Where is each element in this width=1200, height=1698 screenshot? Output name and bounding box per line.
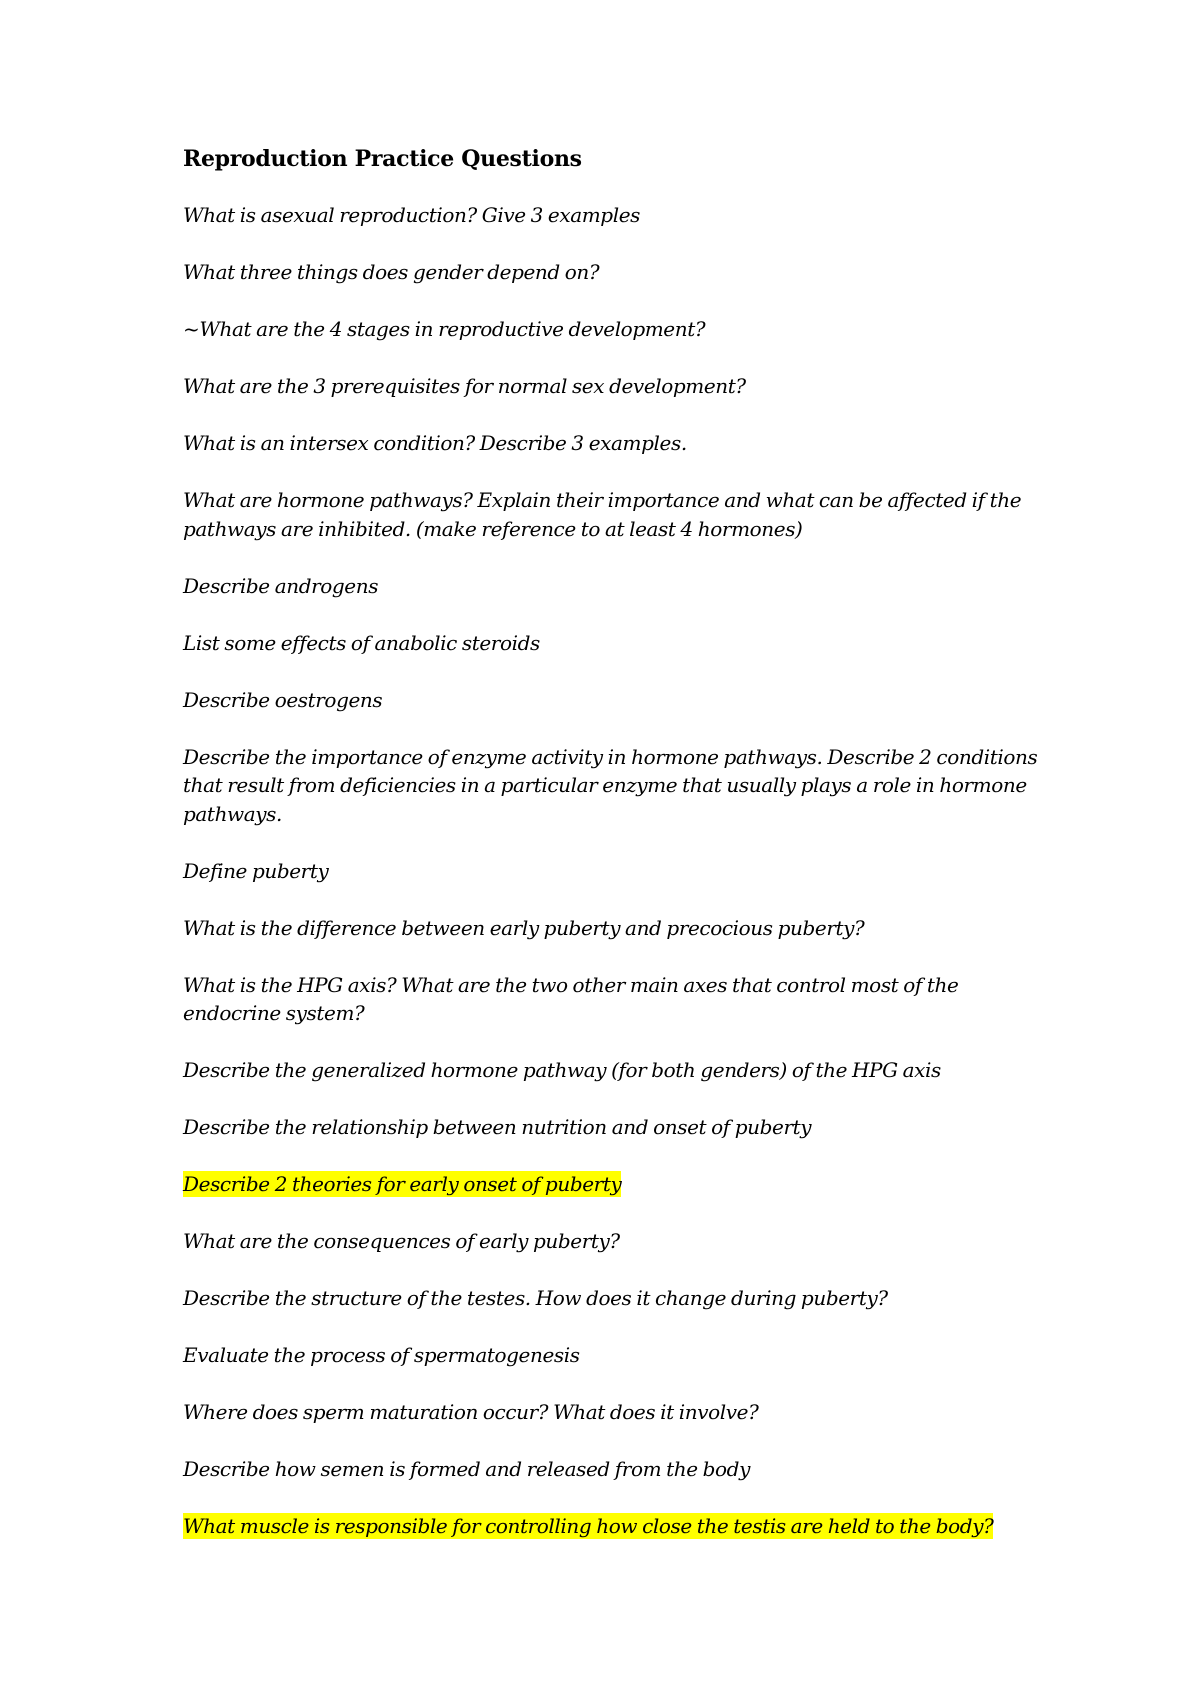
question xyxy=(183,258,1053,287)
document-title: Reproduction Practice Questions xyxy=(183,146,582,172)
question xyxy=(183,429,1053,458)
question xyxy=(183,201,1053,230)
question-text: Define puberty xyxy=(183,858,329,883)
question-text: What is an intersex condition? Describe 3 examples. xyxy=(183,431,687,455)
question-text: Describe how semen is formed and released from the body xyxy=(183,1457,750,1481)
question-text: What are the consequences of early puberty? xyxy=(183,1229,620,1253)
highlighted-question xyxy=(183,1512,1053,1541)
question-text: List some effects of anabolic steroids xyxy=(183,630,540,655)
question-text: What are hormone pathways? Explain their importance and what can be affected if the pathways are inhibited. (make reference to at least 4 hormones) xyxy=(183,488,1022,541)
question xyxy=(183,372,1053,401)
question xyxy=(183,914,1053,943)
question-text: Describe 2 theories for early onset of puberty xyxy=(183,1172,622,1196)
question-text: What is asexual reproduction? Give 3 examples xyxy=(183,203,641,227)
question xyxy=(183,1398,1053,1427)
question-text: Evaluate the process of spermatogenesis xyxy=(183,1343,580,1367)
question-text: Describe the generalized hormone pathway (for both genders) of the HPG axis xyxy=(183,1058,941,1082)
question xyxy=(183,1341,1053,1370)
highlighted-question xyxy=(183,1170,1053,1199)
question xyxy=(183,572,1053,601)
question xyxy=(183,1455,1053,1484)
document-body xyxy=(183,144,1053,1569)
question xyxy=(183,315,1053,344)
question-text: What are the 3 prerequisites for normal sex development? xyxy=(183,374,746,398)
question-text: What three things does gender depend on? xyxy=(183,260,600,284)
question-text: Describe the importance of enzyme activity in hormone pathways. Describe 2 conditions that result from deficiencies in a particular enzyme that usually plays a role in hormone pathways. xyxy=(183,744,1038,826)
question-text: Describe the structure of the testes. How does it change during puberty? xyxy=(183,1286,888,1310)
question-text: What muscle is responsible for controlling how close the testis are held to the body? xyxy=(183,1514,994,1538)
question-text: Describe androgens xyxy=(183,573,379,598)
question-text: Describe the relationship between nutrition and onset of puberty xyxy=(183,1115,812,1139)
question xyxy=(183,1113,1053,1142)
question-list xyxy=(183,201,1053,1541)
question-text: Where does sperm maturation occur? What does it involve? xyxy=(183,1400,759,1424)
question-text: Describe oestrogens xyxy=(183,687,383,712)
question-text: ~What are the 4 stages in reproductive development? xyxy=(183,317,706,341)
question xyxy=(183,1227,1053,1256)
question xyxy=(183,857,1053,886)
question xyxy=(183,486,1053,543)
question xyxy=(183,1284,1053,1313)
question xyxy=(183,1056,1053,1085)
question xyxy=(183,971,1053,1028)
question xyxy=(183,743,1053,829)
question-text: What is the HPG axis? What are the two other main axes that control most of the endocrine system? xyxy=(183,972,959,1025)
question xyxy=(183,629,1053,658)
question-text: What is the difference between early puberty and precocious puberty? xyxy=(183,915,865,940)
question xyxy=(183,686,1053,715)
